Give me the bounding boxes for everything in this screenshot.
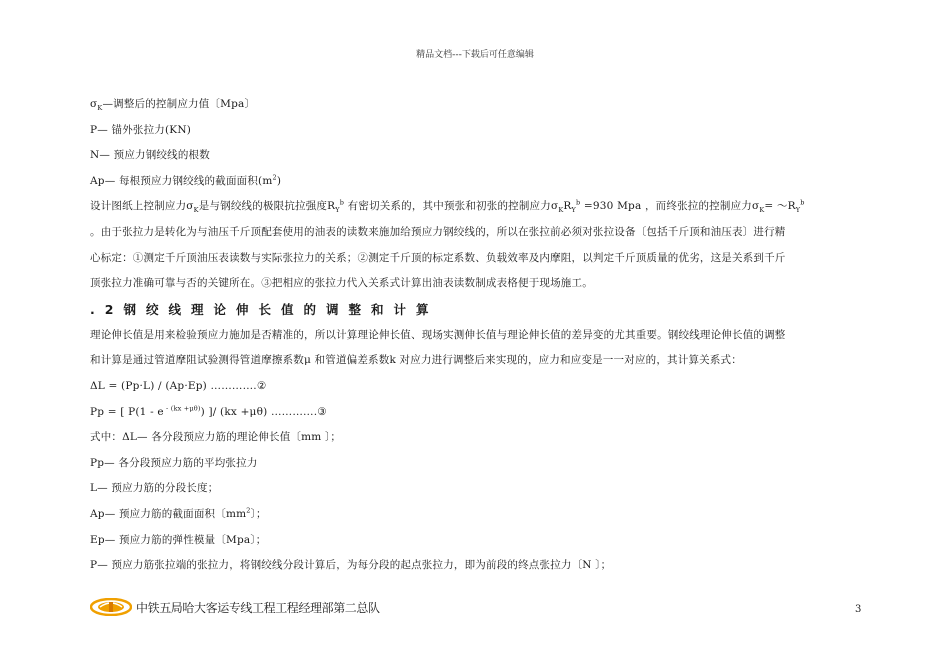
page-number: 3: [855, 604, 862, 615]
company-name: 中铁五局哈大客运专线工程工程经理部第二总队: [136, 600, 380, 615]
definition-p: P— 锚外张拉力(KN): [90, 123, 192, 136]
definition-sigma-k: $\sigma_K—$调整后的控制应力值〔Mpa〕: [90, 98, 256, 113]
definition-n: N— 预应力钢绞线的根数: [90, 149, 210, 162]
definition-pp: Pp— 各分段预应力筋的平均张拉力: [90, 456, 258, 469]
paragraph-line: 心标定：①测定千斤顶油压表读数与实际张拉力的关系；②测定千斤顶的标定系数、负载效率及内摩阻，以判定千斤顶质量的优劣，这是关系到千斤: [90, 251, 786, 264]
page-header: 精品文档---下载后可任意编辑: [416, 50, 534, 60]
page-footer: [90, 598, 380, 616]
definition-l: L— 预应力筋的分段长度；: [90, 482, 219, 495]
paragraph-line: 理论伸长值是用来检验预应力施加是否精准的，所以计算理论伸长值、现场实测伸长值与理论伸长值的差异变的尤其重要。钢绞线理论伸长值的调整: [90, 328, 786, 341]
definition-p-tension: P— 预应力筋张拉端的张拉力，将钢绞线分段计算后，为每分段的起点张拉力，即为前段的终点张拉力〔N 〕；: [90, 559, 612, 572]
company-logo-icon: [90, 598, 132, 616]
section-heading: .2钢绞线理论伸长值的调整和计算: [90, 301, 439, 317]
formula-2: ΔL = (Pp·L) / (Ap·Ep) ………….②: [90, 379, 267, 392]
definition-ap-area: Ap— 预应力筋的截面面积〔$mm^2$〕；: [90, 506, 267, 520]
definition-ep: Ep— 预应力筋的弹性模量〔Mpa〕；: [90, 533, 267, 546]
definition-ap: Ap— 每根预应力钢绞线的截面面积$(m^2)$: [90, 173, 282, 187]
paragraph-control-stress: 设计图纸上控制应力$\sigma_K$是与钢绞线的极限抗拉强度$R_Y^b$ 有密切关系的，其中预张和初张的控制应力$\sigma_KR_Y^b =930$ Mpa ，而终张拉的控制应力$\sigma_K=$ $\sim R_Y^b$: [90, 198, 805, 215]
definition-delta-l: 式中：ΔL— 各分段预应力筋的理论伸长值〔mm 〕；: [90, 431, 342, 444]
formula-3: Pp = [ P(1 - e $^{- (kx +\mu\theta)}$) ]/ (kx +μθ) ………….③: [90, 404, 327, 418]
paragraph-line: 和计算是通过管道摩阻试验测得管道摩擦系数μ 和管道偏差系数k 对应力进行调整后来实现的，应力和应变是一一对应的，其计算关系式：: [90, 354, 742, 367]
paragraph-line: 顶张拉力准确可靠与否的关键所在。③把相应的张拉力代入关系式计算出油表读数制成表格便于现场施工。: [90, 277, 593, 290]
paragraph-line: 。由于张拉力是转化为与油压千斤顶配套使用的油表的读数来施加给预应力钢绞线的，所以在张拉前必须对张拉设备〔包括千斤顶和油压表〕进行精: [90, 225, 786, 238]
document-body: [90, 92, 865, 579]
